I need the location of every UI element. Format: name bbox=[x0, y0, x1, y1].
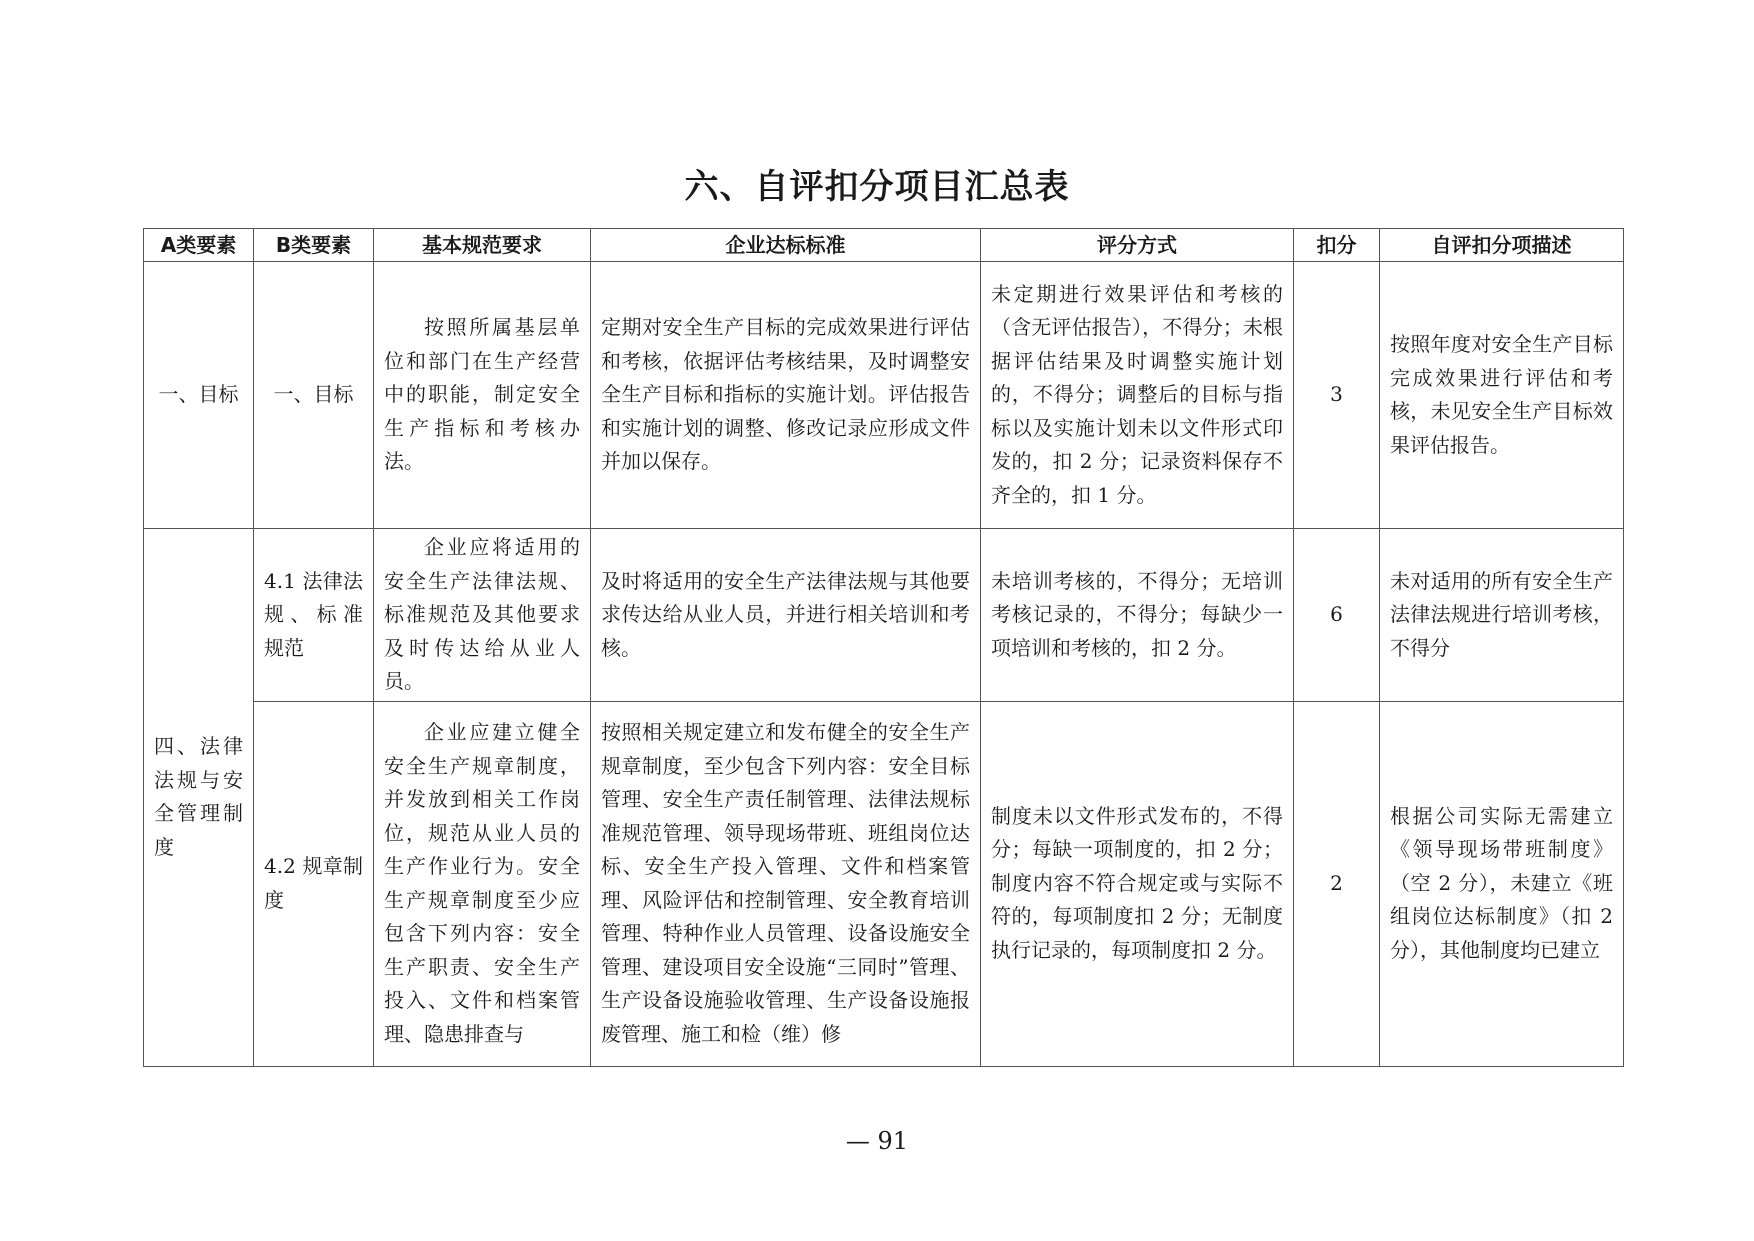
cell-standard: 按照相关规定建立和发布健全的安全生产规章制度，至少包含下列内容：安全目标管理、安全生产责任制管理、法律法规标准规范管理、领导现场带班、班组岗位达标、安全生产投入管理、文件和档案管理、风险评估和控制管理、安全教育培训管理、特种作业人员管理、设备设施安全管理、建设项目安全设施“三同时”管理、生产设备设施验收管理、生产设备设施报废管理、施工和检（维）修 bbox=[591, 701, 981, 1066]
cell-b-element: 一、目标 bbox=[254, 262, 374, 529]
cell-b-element: 4.2 规章制度 bbox=[254, 701, 374, 1066]
header-scoring: 评分方式 bbox=[981, 229, 1294, 262]
cell-scoring: 制度未以文件形式发布的，不得分；每缺一项制度的，扣 2 分；制度内容不符合规定或与实际不符的，每项制度扣 2 分；无制度执行记录的，每项制度扣 2 分。 bbox=[981, 701, 1294, 1066]
cell-description: 根据公司实际无需建立《领导现场带班制度》（空 2 分），未建立《班组岗位达标制度》（扣 2 分），其他制度均已建立 bbox=[1380, 701, 1624, 1066]
cell-scoring: 未培训考核的，不得分；无培训考核记录的，不得分；每缺少一项培训和考核的，扣 2 分。 bbox=[981, 529, 1294, 702]
cell-standard: 及时将适用的安全生产法律法规与其他要求传达给从业人员，并进行相关培训和考核。 bbox=[591, 529, 981, 702]
table-row bbox=[144, 701, 1624, 1066]
header-b-element: B类要素 bbox=[254, 229, 374, 262]
table-row bbox=[144, 262, 1624, 529]
page-title: 六、自评扣分项目汇总表 bbox=[684, 167, 1070, 207]
cell-requirement: 按照所属基层单位和部门在生产经营中的职能，制定安全生产指标和考核办法。 bbox=[374, 262, 591, 529]
table-row bbox=[144, 529, 1624, 702]
cell-requirement: 企业应将适用的安全生产法律法规、标准规范及其他要求及时传达给从业人员。 bbox=[374, 529, 591, 702]
header-deduction: 扣分 bbox=[1294, 229, 1380, 262]
cell-a-element: 一、目标 bbox=[144, 262, 254, 529]
cell-description: 未对适用的所有安全生产法律法规进行培训考核，不得分 bbox=[1380, 529, 1624, 702]
table-header-row bbox=[144, 229, 1624, 262]
header-description: 自评扣分项描述 bbox=[1380, 229, 1624, 262]
cell-deduction: 3 bbox=[1294, 262, 1380, 529]
deduction-summary-table bbox=[143, 228, 1624, 1067]
cell-description: 按照年度对安全生产目标完成效果进行评估和考核，未见安全生产目标效果评估报告。 bbox=[1380, 262, 1624, 529]
page-number: — 91 bbox=[845, 1127, 909, 1155]
header-requirement: 基本规范要求 bbox=[374, 229, 591, 262]
cell-a-element: 四、法律法规与安全管理制度 bbox=[144, 529, 254, 1067]
cell-requirement: 企业应建立健全安全生产规章制度，并发放到相关工作岗位，规范从业人员的生产作业行为。安全生产规章制度至少应包含下列内容：安全生产职责、安全生产投入、文件和档案管理、隐患排查与 bbox=[374, 701, 591, 1066]
cell-standard: 定期对安全生产目标的完成效果进行评估和考核，依据评估考核结果，及时调整安全生产目标和指标的实施计划。评估报告和实施计划的调整、修改记录应形成文件并加以保存。 bbox=[591, 262, 981, 529]
cell-deduction: 2 bbox=[1294, 701, 1380, 1066]
header-a-element: A类要素 bbox=[144, 229, 254, 262]
cell-scoring: 未定期进行效果评估和考核的（含无评估报告），不得分；未根据评估结果及时调整实施计划的，不得分；调整后的目标与指标以及实施计划未以文件形式印发的，扣 2 分；记录资料保存不齐全的，扣 1 分。 bbox=[981, 262, 1294, 529]
header-standard: 企业达标标准 bbox=[591, 229, 981, 262]
cell-b-element: 4.1 法律法规、标准规范 bbox=[254, 529, 374, 702]
cell-deduction: 6 bbox=[1294, 529, 1380, 702]
